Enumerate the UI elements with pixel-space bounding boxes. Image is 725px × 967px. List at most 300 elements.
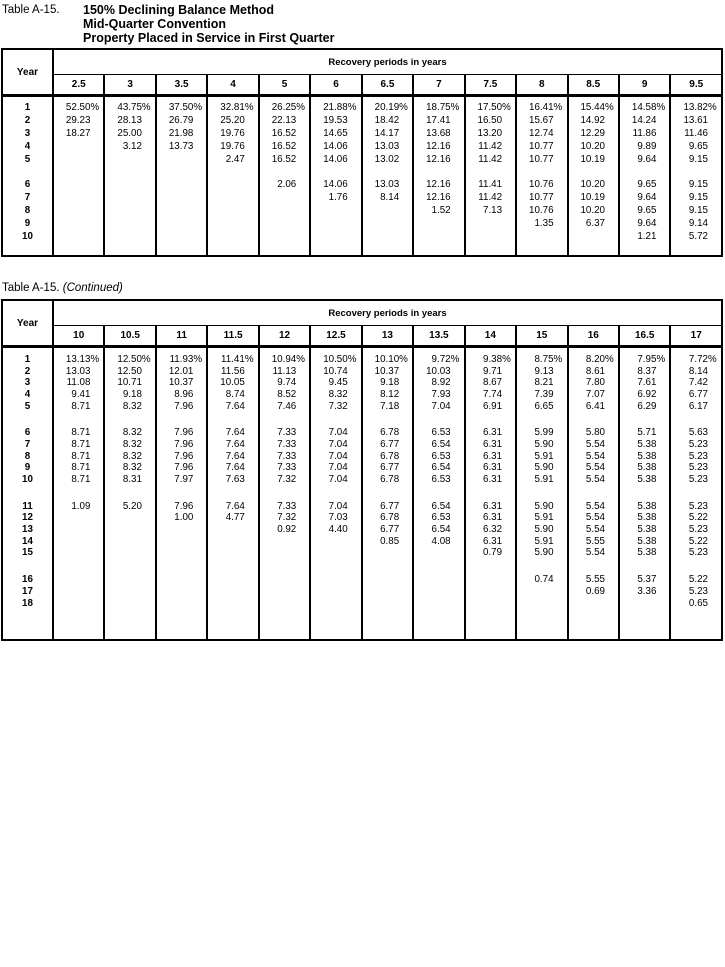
value-cell: 3.36 <box>619 586 670 598</box>
value-cell <box>207 609 258 640</box>
value-cell: 6.31 <box>465 439 516 451</box>
page-header <box>2 3 334 45</box>
value-cell: 8.14 <box>362 191 413 204</box>
value-cell <box>53 574 104 586</box>
value-cell: 10.76 <box>516 204 567 217</box>
value-cell: 1.09 <box>53 500 104 512</box>
value-cell: 7.61 <box>619 377 670 389</box>
value-cell: 2.47 <box>207 153 258 166</box>
value-cell: 8.96 <box>156 389 207 401</box>
year-cell <box>2 412 53 427</box>
header-row-span <box>2 49 722 75</box>
value-cell: 5.91 <box>516 512 567 524</box>
value-cell: 7.97 <box>156 474 207 486</box>
value-cell: 13.73 <box>156 140 207 153</box>
value-cell <box>465 597 516 609</box>
value-cell: 21.98 <box>156 127 207 140</box>
value-cell: 13.82% <box>670 102 722 115</box>
value-cell: 7.64 <box>207 462 258 474</box>
value-cell <box>156 191 207 204</box>
value-cell: 3.12 <box>104 140 155 153</box>
value-cell: 4.08 <box>413 535 464 547</box>
value-cell <box>310 230 361 243</box>
value-cell <box>207 547 258 559</box>
value-cell <box>310 165 361 178</box>
value-cell <box>53 547 104 559</box>
value-cell <box>568 347 619 354</box>
value-cell: 10.20 <box>568 140 619 153</box>
year-cell: 14 <box>2 535 53 547</box>
year-cell: 10 <box>2 474 53 486</box>
value-cell: 5.91 <box>516 450 567 462</box>
value-cell: 6.78 <box>362 450 413 462</box>
value-cell: 21.88% <box>310 102 361 115</box>
value-cell: 7.32 <box>259 512 310 524</box>
value-cell <box>568 609 619 640</box>
value-cell <box>207 347 258 354</box>
value-cell <box>156 153 207 166</box>
value-cell: 5.38 <box>619 535 670 547</box>
year-column-header: Year <box>2 49 53 96</box>
value-cell <box>53 524 104 536</box>
value-cell: 14.06 <box>310 140 361 153</box>
value-cell: 7.18 <box>362 400 413 412</box>
value-cell: 6.32 <box>465 524 516 536</box>
value-cell <box>568 242 619 256</box>
value-cell <box>670 165 722 178</box>
value-cell: 18.27 <box>53 127 104 140</box>
table-row <box>2 178 722 191</box>
value-cell: 10.19 <box>568 191 619 204</box>
percent-sign: % <box>347 353 357 365</box>
value-cell: 6.91 <box>465 400 516 412</box>
value-cell: 7.96 <box>156 450 207 462</box>
value-cell: 15.44% <box>568 102 619 115</box>
year-cell: 7 <box>2 439 53 451</box>
value-cell <box>465 242 516 256</box>
value-cell: 7.42 <box>670 377 722 389</box>
value-cell: 11.41 <box>465 178 516 191</box>
value-cell <box>568 485 619 500</box>
value-cell: 14.06 <box>310 178 361 191</box>
value-cell: 6.54 <box>413 500 464 512</box>
value-cell: 5.90 <box>516 462 567 474</box>
value-cell <box>207 178 258 191</box>
percent-sign: % <box>450 353 460 365</box>
value-cell: 7.64 <box>207 400 258 412</box>
year-cell: 2 <box>2 365 53 377</box>
value-cell: 0.65 <box>670 597 722 609</box>
value-cell: 7.07 <box>568 389 619 401</box>
value-cell: 9.15 <box>670 204 722 217</box>
value-cell: 9.14 <box>670 217 722 230</box>
percent-sign: % <box>90 353 100 365</box>
value-cell <box>619 347 670 354</box>
value-cell <box>53 204 104 217</box>
value-cell <box>413 485 464 500</box>
percent-sign: % <box>502 353 511 365</box>
value-cell: 5.91 <box>516 474 567 486</box>
value-cell: 10.94% <box>259 354 310 366</box>
value-cell: 8.12 <box>362 389 413 401</box>
value-cell <box>413 586 464 598</box>
filler-row <box>2 609 722 640</box>
value-cell: 6.77 <box>362 524 413 536</box>
value-cell: 0.85 <box>362 535 413 547</box>
percent-sign: % <box>502 102 511 114</box>
percent-sign: % <box>450 102 460 114</box>
value-cell <box>465 609 516 640</box>
value-cell: 26.79 <box>156 114 207 127</box>
year-cell: 6 <box>2 427 53 439</box>
value-cell <box>362 412 413 427</box>
recovery-table-part1 <box>1 48 723 257</box>
value-cell: 12.29 <box>568 127 619 140</box>
gap-row <box>2 485 722 500</box>
value-cell: 1.00 <box>156 512 207 524</box>
value-cell <box>413 242 464 256</box>
depreciation-rate-table-1 <box>1 48 723 257</box>
value-cell <box>53 230 104 243</box>
period-header: 16 <box>568 326 619 347</box>
table-row <box>2 586 722 598</box>
percent-sign: % <box>296 353 305 365</box>
table-row <box>2 400 722 412</box>
percent-sign: % <box>708 102 717 114</box>
value-cell: 12.16 <box>413 178 464 191</box>
period-header: 9 <box>619 75 670 96</box>
period-header: 11 <box>156 326 207 347</box>
value-cell <box>104 609 155 640</box>
value-cell: 10.76 <box>516 178 567 191</box>
value-cell: 8.31 <box>104 474 155 486</box>
title-line-quarter: Property Placed in Service in First Quarter <box>83 31 335 45</box>
value-cell <box>465 412 516 427</box>
value-cell: 6.92 <box>619 389 670 401</box>
value-cell <box>104 153 155 166</box>
value-cell: 5.38 <box>619 450 670 462</box>
table-row <box>2 230 722 243</box>
value-cell <box>104 242 155 256</box>
year-cell: 8 <box>2 450 53 462</box>
value-cell: 13.20 <box>465 127 516 140</box>
value-cell: 5.38 <box>619 512 670 524</box>
period-header: 13 <box>362 326 413 347</box>
table-row <box>2 127 722 140</box>
value-cell <box>413 597 464 609</box>
value-cell: 5.54 <box>568 547 619 559</box>
value-cell <box>53 153 104 166</box>
value-cell: 22.13 <box>259 114 310 127</box>
percent-sign: % <box>193 102 203 114</box>
year-cell <box>2 559 53 574</box>
year-cell: 18 <box>2 597 53 609</box>
value-cell <box>619 609 670 640</box>
value-cell: 12.50 <box>104 365 155 377</box>
year-cell <box>2 609 53 640</box>
table-row <box>2 204 722 217</box>
value-cell <box>619 597 670 609</box>
value-cell: 9.15 <box>670 153 722 166</box>
value-cell: 7.64 <box>207 439 258 451</box>
value-cell: 5.38 <box>619 474 670 486</box>
value-cell: 7.96 <box>156 500 207 512</box>
value-cell: 32.81% <box>207 102 258 115</box>
table-row <box>2 439 722 451</box>
period-header: 17 <box>670 326 722 347</box>
value-cell <box>104 485 155 500</box>
value-cell: 5.54 <box>568 450 619 462</box>
value-cell: 28.13 <box>104 114 155 127</box>
value-cell: 8.52 <box>259 389 310 401</box>
value-cell <box>670 242 722 256</box>
period-header: 10.5 <box>104 326 155 347</box>
value-cell <box>156 204 207 217</box>
value-cell <box>516 412 567 427</box>
value-cell: 5.38 <box>619 462 670 474</box>
value-cell <box>670 609 722 640</box>
value-cell <box>516 485 567 500</box>
value-cell: 7.96 <box>156 427 207 439</box>
value-cell: 8.32 <box>104 439 155 451</box>
value-cell: 10.77 <box>516 191 567 204</box>
value-cell: 8.61 <box>568 365 619 377</box>
value-cell <box>53 165 104 178</box>
year-cell: 6 <box>2 178 53 191</box>
value-cell <box>53 512 104 524</box>
value-cell <box>362 204 413 217</box>
value-cell: 5.23 <box>670 462 722 474</box>
period-header: 8.5 <box>568 75 619 96</box>
value-cell: 12.74 <box>516 127 567 140</box>
value-cell: 14.17 <box>362 127 413 140</box>
value-cell <box>568 230 619 243</box>
value-cell: 12.01 <box>156 365 207 377</box>
value-cell: 6.31 <box>465 462 516 474</box>
value-cell <box>259 165 310 178</box>
value-cell: 7.33 <box>259 439 310 451</box>
value-cell: 6.37 <box>568 217 619 230</box>
table-row <box>2 365 722 377</box>
continued-table-label: Table A-15. <box>2 282 60 294</box>
period-header: 3 <box>104 75 155 96</box>
value-cell: 10.74 <box>310 365 361 377</box>
value-cell <box>619 165 670 178</box>
value-cell <box>465 574 516 586</box>
value-cell: 5.38 <box>619 524 670 536</box>
value-cell: 14.65 <box>310 127 361 140</box>
value-cell: 16.41% <box>516 102 567 115</box>
value-cell: 18.75% <box>413 102 464 115</box>
value-cell: 11.46 <box>670 127 722 140</box>
value-cell: 9.65 <box>619 204 670 217</box>
value-cell: 7.64 <box>207 500 258 512</box>
value-cell: 6.77 <box>362 439 413 451</box>
percent-sign: % <box>347 102 357 114</box>
value-cell <box>259 242 310 256</box>
percent-sign: % <box>399 102 408 114</box>
value-cell <box>104 347 155 354</box>
value-cell <box>156 559 207 574</box>
value-cell <box>207 597 258 609</box>
value-cell <box>465 347 516 354</box>
year-cell: 13 <box>2 524 53 536</box>
table-label: Table A-15. <box>2 4 60 16</box>
value-cell: 5.90 <box>516 500 567 512</box>
value-cell <box>156 547 207 559</box>
value-cell <box>53 191 104 204</box>
period-header: 8 <box>516 75 567 96</box>
value-cell <box>207 586 258 598</box>
year-cell: 2 <box>2 114 53 127</box>
table-row <box>2 574 722 586</box>
value-cell: 11.56 <box>207 365 258 377</box>
percent-sign: % <box>656 102 666 114</box>
year-cell: 3 <box>2 377 53 389</box>
table-row <box>2 377 722 389</box>
value-cell: 7.33 <box>259 450 310 462</box>
value-cell <box>104 217 155 230</box>
value-cell <box>362 165 413 178</box>
value-cell <box>259 230 310 243</box>
title-line-convention: Mid-Quarter Convention <box>83 17 227 31</box>
value-cell <box>310 242 361 256</box>
value-cell <box>310 412 361 427</box>
value-cell <box>670 412 722 427</box>
value-cell: 25.20 <box>207 114 258 127</box>
year-cell: 4 <box>2 140 53 153</box>
value-cell: 5.22 <box>670 574 722 586</box>
value-cell: 0.74 <box>516 574 567 586</box>
percent-sign: % <box>244 353 254 365</box>
value-cell: 5.23 <box>670 500 722 512</box>
value-cell <box>516 559 567 574</box>
value-cell <box>362 597 413 609</box>
value-cell <box>104 165 155 178</box>
recovery-periods-header: Recovery periods in years <box>53 49 722 75</box>
value-cell: 5.99 <box>516 427 567 439</box>
value-cell <box>53 597 104 609</box>
value-cell <box>362 485 413 500</box>
header-row-span <box>2 300 722 326</box>
value-cell: 6.65 <box>516 400 567 412</box>
value-cell: 9.13 <box>516 365 567 377</box>
table-row <box>2 217 722 230</box>
percent-sign: % <box>553 102 563 114</box>
value-cell <box>104 524 155 536</box>
value-cell: 6.31 <box>465 535 516 547</box>
value-cell <box>259 547 310 559</box>
year-column-header: Year <box>2 300 53 347</box>
value-cell <box>53 347 104 354</box>
value-cell: 7.63 <box>207 474 258 486</box>
value-cell: 9.89 <box>619 140 670 153</box>
value-cell: 10.77 <box>516 153 567 166</box>
value-cell: 0.79 <box>465 547 516 559</box>
value-cell: 1.76 <box>310 191 361 204</box>
value-cell: 9.41 <box>53 389 104 401</box>
period-header: 12.5 <box>310 326 361 347</box>
value-cell <box>104 547 155 559</box>
value-cell: 9.74 <box>259 377 310 389</box>
value-cell <box>207 191 258 204</box>
value-cell: 5.23 <box>670 547 722 559</box>
value-cell: 9.65 <box>619 178 670 191</box>
value-cell <box>259 559 310 574</box>
value-cell <box>104 535 155 547</box>
value-cell <box>53 485 104 500</box>
year-cell <box>2 242 53 256</box>
year-cell: 4 <box>2 389 53 401</box>
value-cell: 7.04 <box>310 439 361 451</box>
value-cell <box>104 559 155 574</box>
value-cell <box>670 347 722 354</box>
value-cell: 16.52 <box>259 153 310 166</box>
value-cell: 5.23 <box>670 439 722 451</box>
value-cell: 7.95% <box>619 354 670 366</box>
value-cell <box>207 485 258 500</box>
value-cell <box>207 574 258 586</box>
value-cell <box>362 559 413 574</box>
value-cell: 5.55 <box>568 535 619 547</box>
value-cell: 5.80 <box>568 427 619 439</box>
continued-note: (Continued) <box>62 282 123 294</box>
percent-sign: % <box>553 353 563 365</box>
table-row <box>2 102 722 115</box>
value-cell: 9.72% <box>413 354 464 366</box>
value-cell: 5.71 <box>619 427 670 439</box>
value-cell <box>619 242 670 256</box>
value-cell <box>310 597 361 609</box>
value-cell <box>568 597 619 609</box>
percent-sign: % <box>296 102 305 114</box>
value-cell <box>413 609 464 640</box>
value-cell: 15.67 <box>516 114 567 127</box>
value-cell <box>516 230 567 243</box>
value-cell: 6.77 <box>362 500 413 512</box>
value-cell: 13.02 <box>362 153 413 166</box>
value-cell <box>259 535 310 547</box>
value-cell: 8.32 <box>104 450 155 462</box>
value-cell <box>156 178 207 191</box>
value-cell <box>413 412 464 427</box>
value-cell: 5.37 <box>619 574 670 586</box>
gap-row <box>2 165 722 178</box>
value-cell <box>362 586 413 598</box>
percent-sign: % <box>399 353 408 365</box>
value-cell: 7.04 <box>310 474 361 486</box>
value-cell <box>104 412 155 427</box>
value-cell: 5.23 <box>670 450 722 462</box>
percent-sign: % <box>90 102 100 114</box>
value-cell: 29.23 <box>53 114 104 127</box>
value-cell: 8.32 <box>310 389 361 401</box>
percent-sign: % <box>141 102 151 114</box>
value-cell: 5.90 <box>516 547 567 559</box>
value-cell: 14.24 <box>619 114 670 127</box>
value-cell: 7.33 <box>259 427 310 439</box>
value-cell: 13.03 <box>53 365 104 377</box>
value-cell <box>310 347 361 354</box>
value-cell: 25.00 <box>104 127 155 140</box>
year-cell: 1 <box>2 354 53 366</box>
value-cell <box>156 217 207 230</box>
value-cell: 19.76 <box>207 140 258 153</box>
value-cell: 5.72 <box>670 230 722 243</box>
value-cell: 19.76 <box>207 127 258 140</box>
value-cell: 10.50% <box>310 354 361 366</box>
value-cell <box>568 165 619 178</box>
